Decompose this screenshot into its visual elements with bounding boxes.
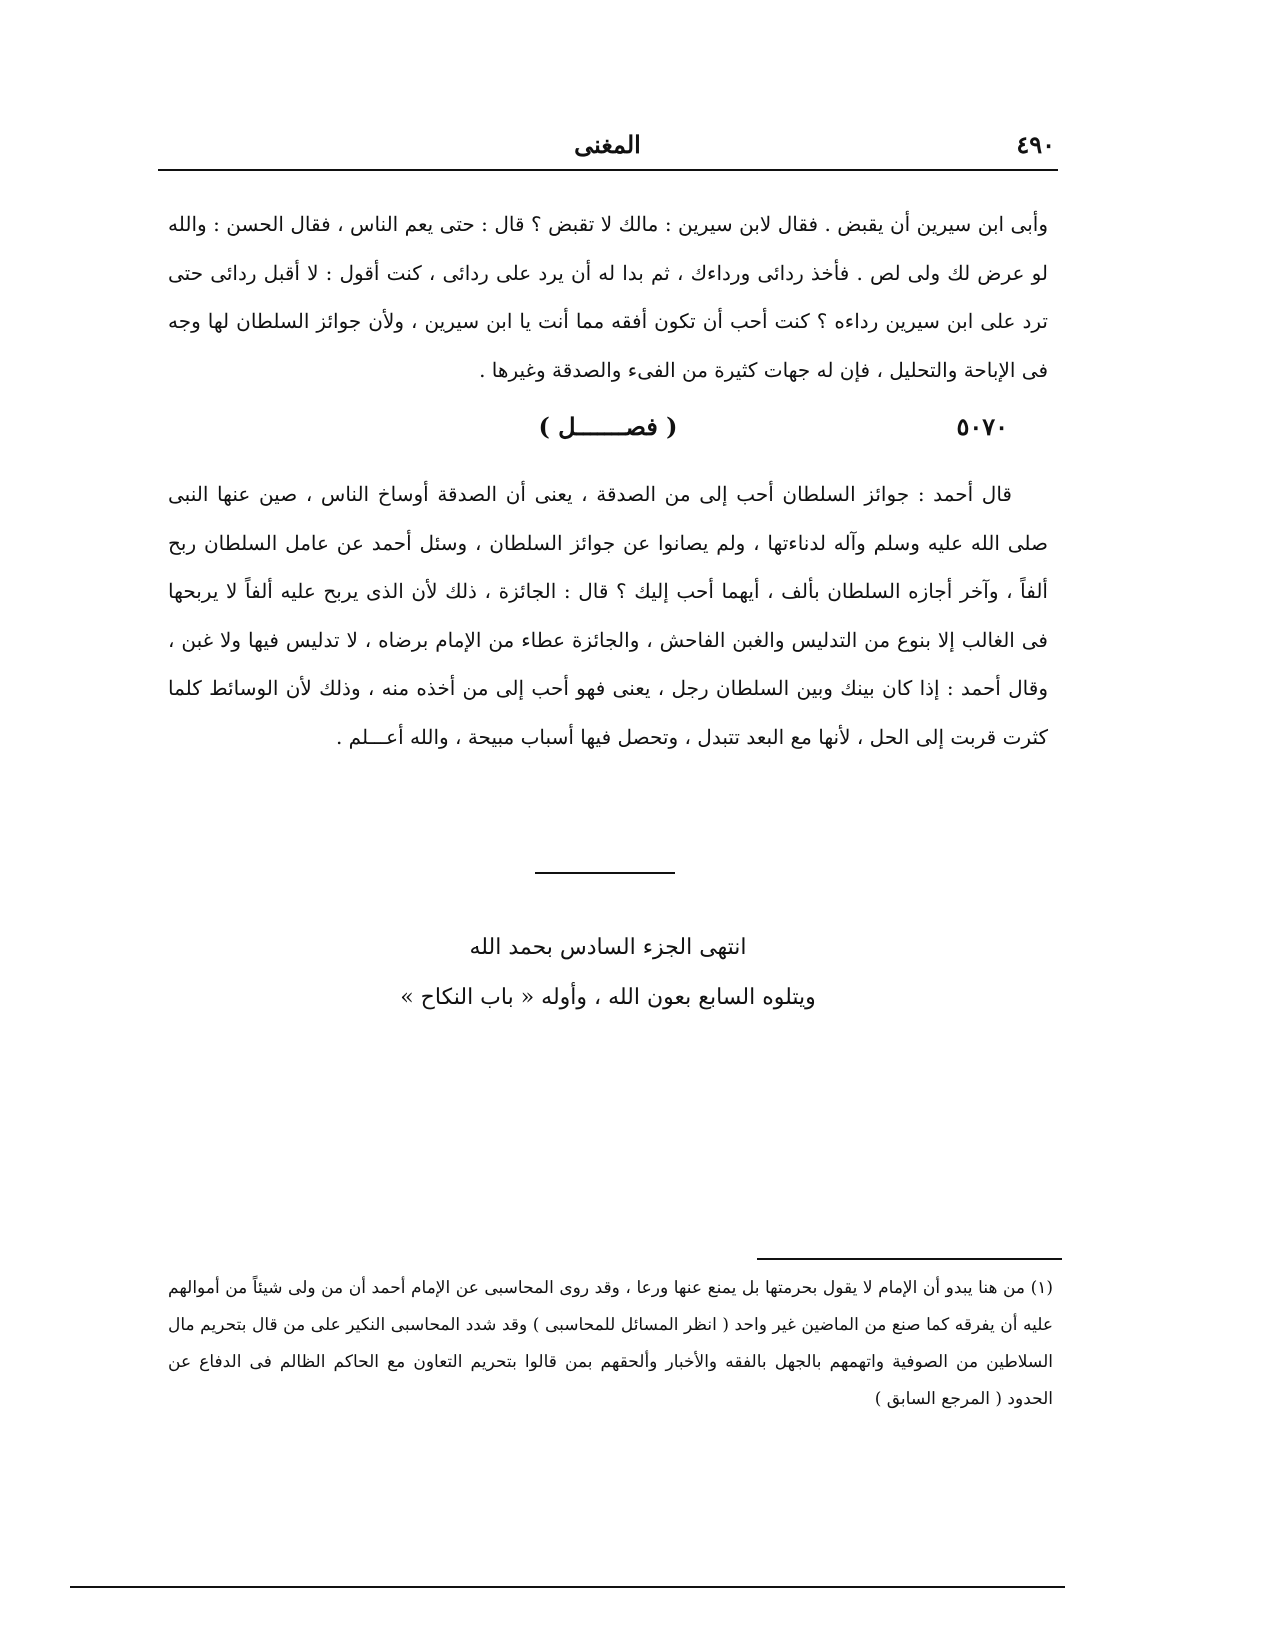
paragraph-section: قال أحمد : جوائز السلطان أحب إلى من الصدقة ، يعنى أن الصدقة أوساخ الناس ، صين عنها النبى صلى الله عليه وسلم وآله لدناءتها ، ولم يصانوا عن جوائز السلطان ، وسئل أحمد عن عامل السلطان ربح ألفاً ، وآخر أجازه السلطان بألف ، أيهما أحب إليك ؟ قال : الجائزة ، ذلك لأن الذى يربح عليه ألفاً لا يربحها فى الغالب إلا بنوع من التدليس والغبن الفاحش ، والجائزة عطاء من الإمام برضاه ، لا تدليس فيها ولا غبن ، وقال أحمد : إذا كان بينك وبين السلطان رجل ، يعنى فهو أحب إلى من أخذه منه ، وذلك لأن الوسائط كلما كثرت قربت إلى الحل ، لأنها مع البعد تتبدل ، وتحصل فيها أسباب مبيحة ، والله أعـــلم . [168,482,1048,749]
running-title: المغنى [574,130,641,159]
footnote-mark: (١) [1030,1278,1054,1298]
next-volume-note: ويتلوه السابع بعون الله ، وأوله « باب النكاح » [400,985,816,1010]
page-number: ٤٩٠ [1016,130,1055,159]
header-rule [158,169,1058,171]
footnote [168,1270,1053,1418]
footnote-text: من هنا يبدو أن الإمام لا يقول بحرمتها بل يمنع عنها ورعا ، وقد روى المحاسبى عن الإمام أحمد أن من ولى شيئاً من أموالهم عليه أن يفرقه كما صنع من الماضين غير واحد ( انظر المسائل للمحاسبى ) وقد شدد المحاسبى النكير على من قال بتحريم مال السلاطين من الصوفية واتهمهم بالجهل بالفقه والأخبار وألحقهم بمن قالوا بتحريم التعاون مع الحاكم الظالم فى الدفاع عن الحدود ( المرجع السابق ) [168,1278,1053,1409]
end-divider [535,872,675,874]
page-header [160,130,1055,166]
section-heading [168,412,1048,452]
section-title: ( فصـــــــل ) [538,412,678,441]
footnote-rule [757,1258,1062,1260]
section-number: ٥٠٧٠ [956,412,1008,441]
volume-end-note: انتهى الجزء السادس بحمد الله [469,935,747,960]
bottom-rule [70,1586,1065,1588]
paragraph-continued: وأبى ابن سيرين أن يقبض . فقال لابن سيرين : مالك لا تقبض ؟ قال : حتى يعم الناس ، فقال الحسن : والله لو عرض لك ولى لص . فأخذ ردائى ورداءك ، ثم بدا له أن يرد على ردائى ، كنت أقول : لا أقبل ردائى حتى ترد على ابن سيرين رداءه ؟ كنت أحب أن تكون أفقه مما أنت يا ابن سيرين ، ولأن جوائز السلطان لها وجه فى الإباحة والتحليل ، فإن له جهات كثيرة من الفىء والصدقة وغيرها . [168,212,1048,382]
